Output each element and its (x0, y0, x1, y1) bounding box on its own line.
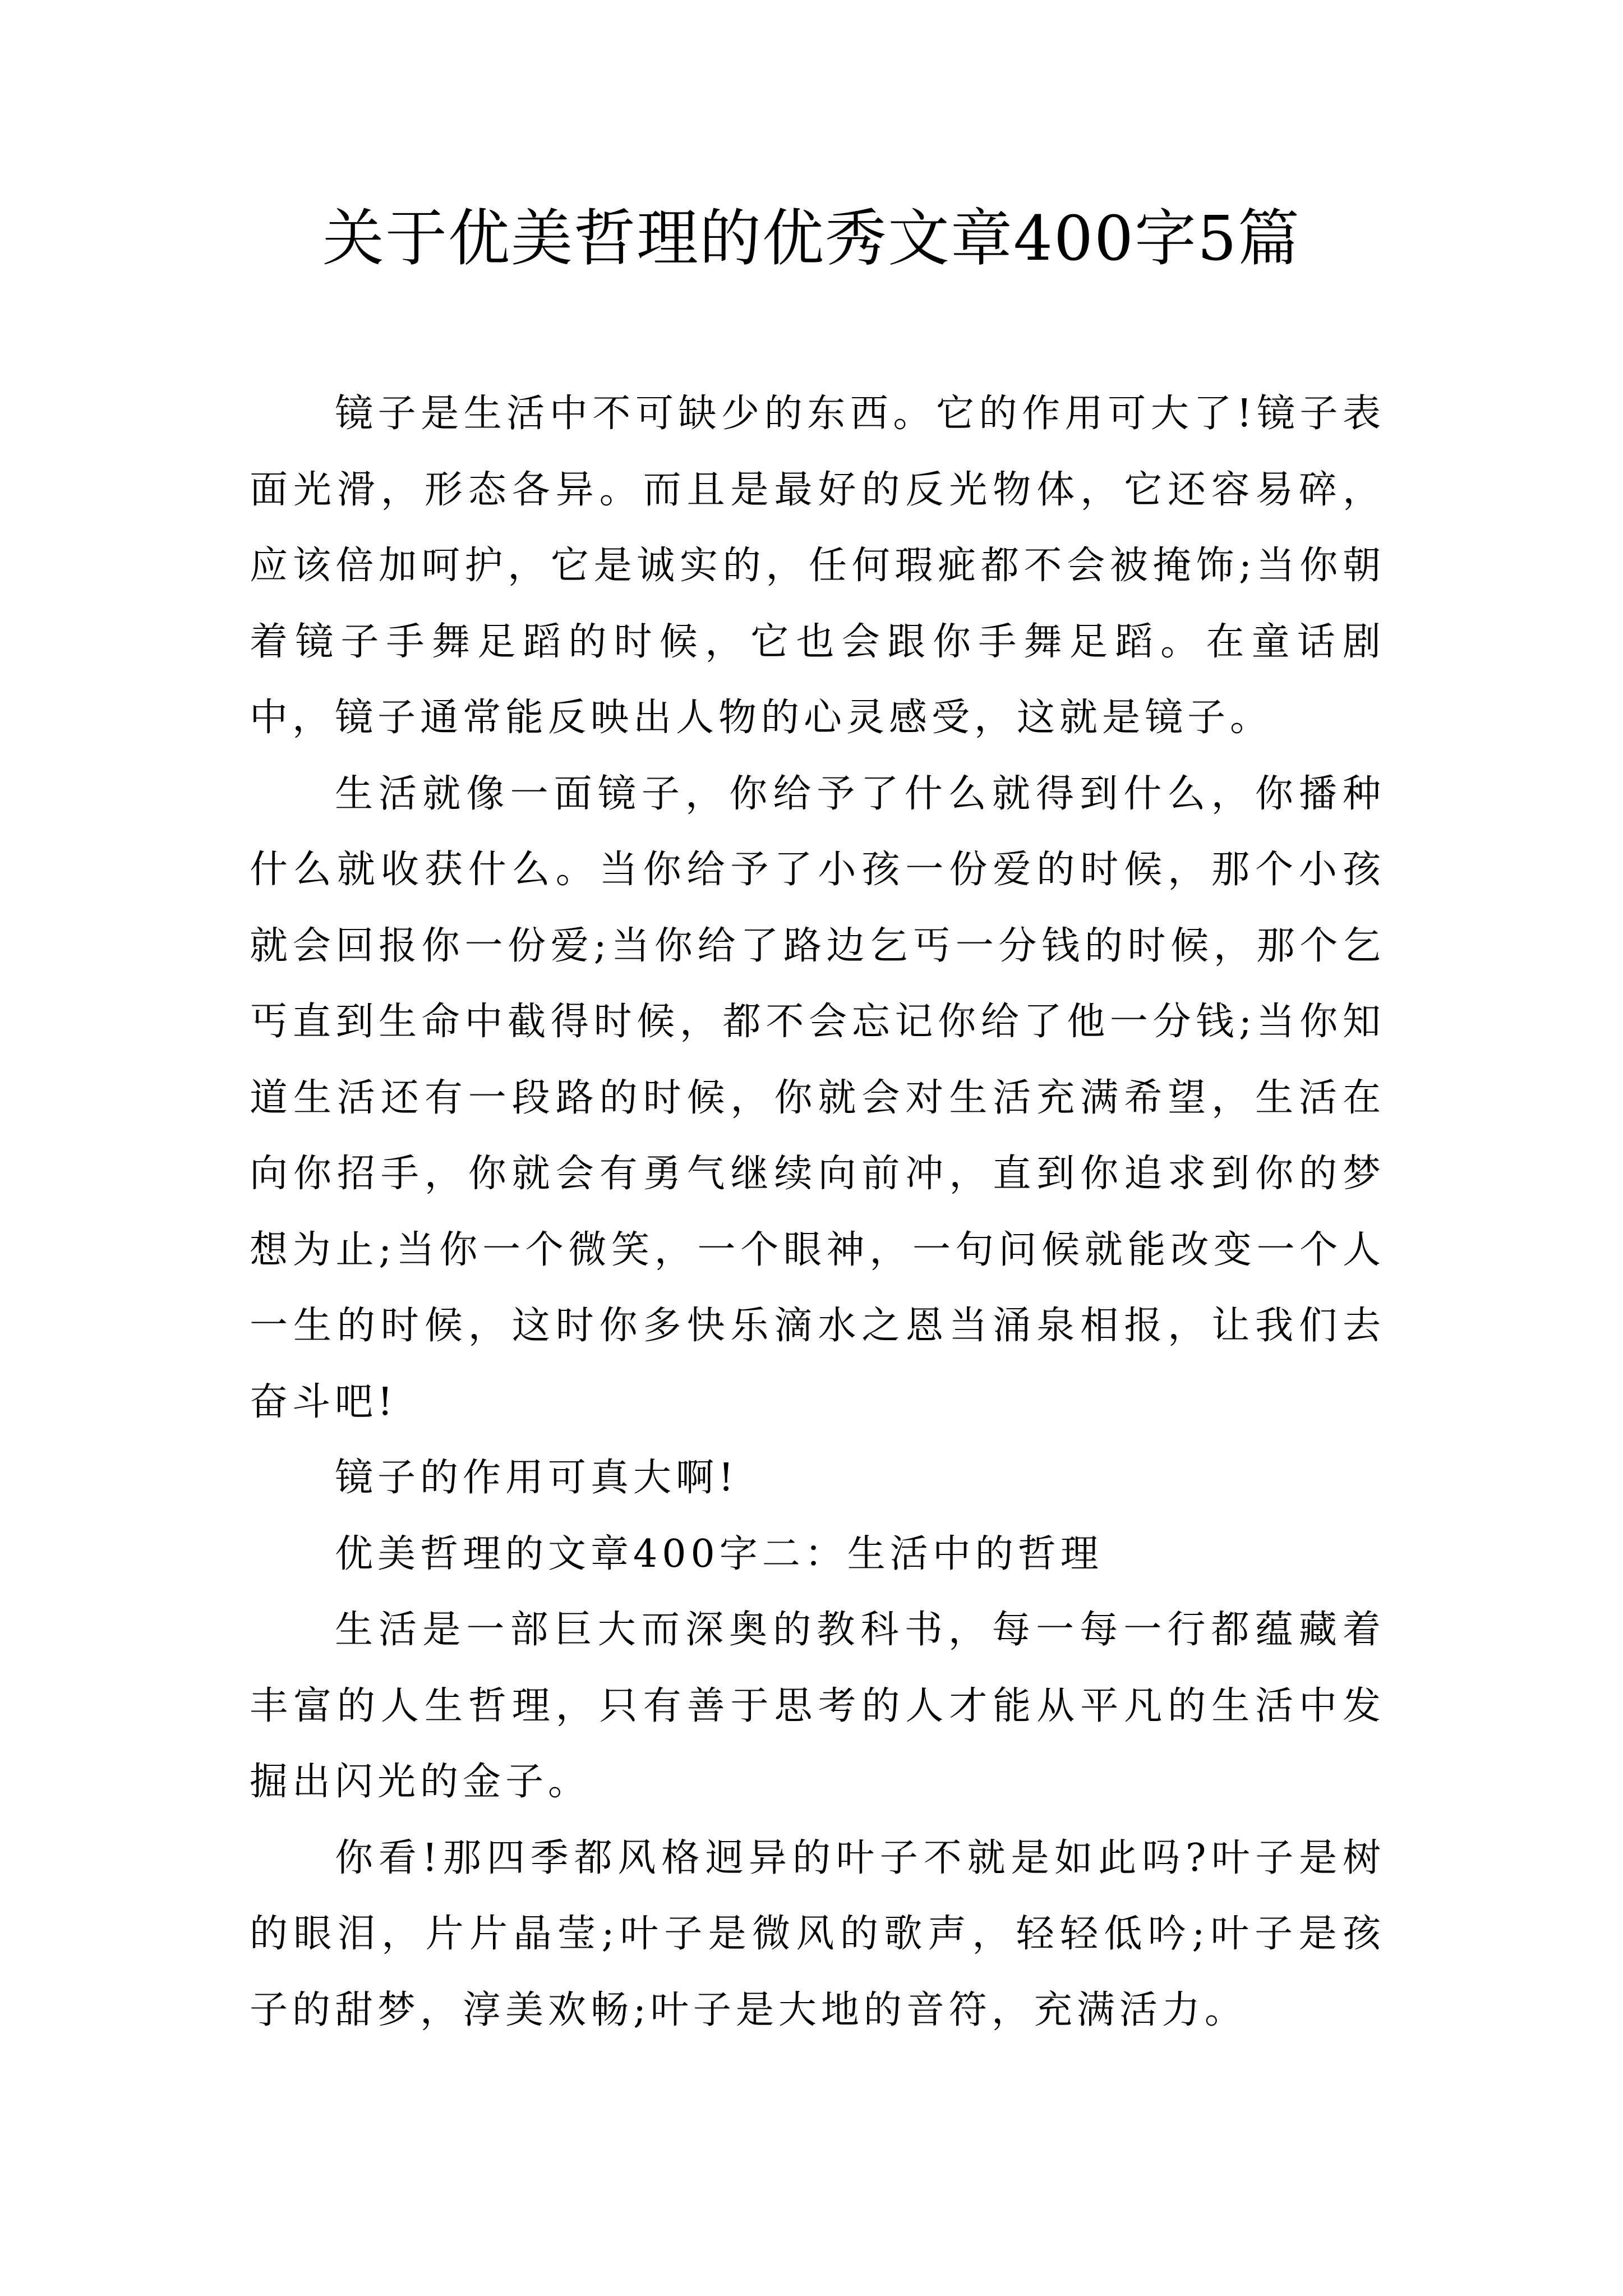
document-title: 关于优美哲理的优秀文章400字5篇 (322, 203, 1301, 274)
paragraph-mirror-conclusion: 镜子的作用可真大啊! (335, 1456, 739, 1500)
document-body (250, 376, 1385, 2048)
paragraph-life-mirror: 生活就像一面镜子，你给予了什么就得到什么，你播种什么就收获什么。当你给予了小孩一份爱的时候，那个小孩就会回报你一份爱;当你给了路边乞丐一分钱的时候，那个乞丐直到生命中截得时候，都不会忘记你给了他一分钱;当你知道生活还有一段路的时候，你就会对生活充满希望，生活在向你招手，你就会有勇气继续向前冲，直到你追求到你的梦想为止;当你一个微笑，一个眼神，一句问候就能改变一个人一生的时候，这时你多快乐滴水之恩当涌泉相报，让我们去奋斗吧! (250, 771, 1385, 1424)
paragraph-life-textbook: 生活是一部巨大而深奥的教科书，每一每一行都蕴藏着丰富的人生哲理，只有善于思考的人才能从平凡的生活中发掘出闪光的金子。 (250, 1608, 1385, 1804)
section-heading-two: 优美哲理的文章400字二：生活中的哲理 (335, 1531, 1103, 1576)
paragraph-mirror-intro: 镜子是生活中不可缺少的东西。它的作用可大了!镜子表面光滑，形态各异。而且是最好的反光物体，它还容易碎，应该倍加呵护，它是诚实的，任何瑕疵都不会被掩饰;当你朝着镜子手舞足蹈的时候，它也会跟你手舞足蹈。在童话剧中，镜子通常能反映出人物的心灵感受，这就是镜子。 (250, 392, 1385, 740)
paragraph-leaves: 你看!那四季都风格迥异的叶子不就是如此吗?叶子是树的眼泪，片片晶莹;叶子是微风的歌声，轻轻低吟;叶子是孩子的甜梦，淳美欢畅;叶子是大地的音符，充满活力。 (250, 1835, 1385, 2032)
